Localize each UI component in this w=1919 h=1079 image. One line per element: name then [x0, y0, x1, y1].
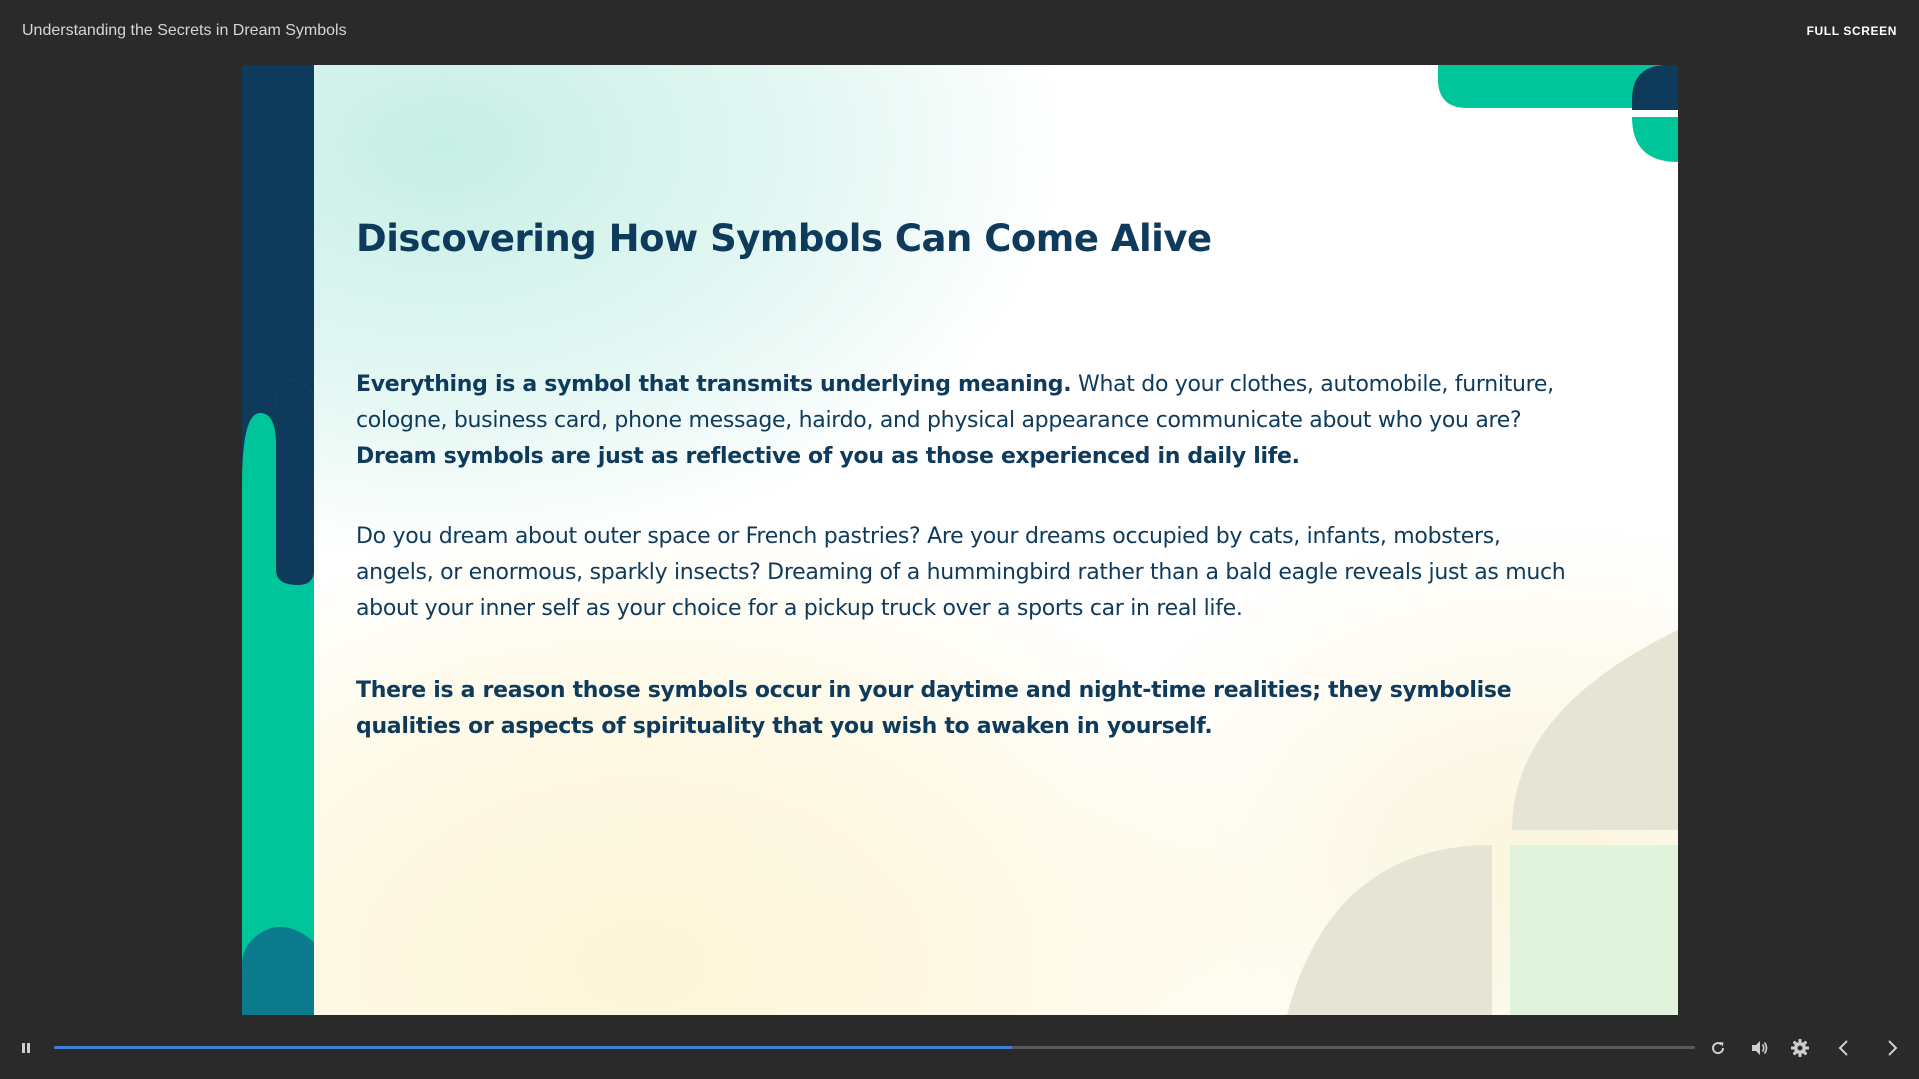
top-bar — [0, 0, 1919, 65]
progress-fill — [54, 1046, 1012, 1049]
paragraph-1 — [356, 367, 1576, 475]
pause-button[interactable] — [14, 1036, 38, 1060]
replay-icon — [1709, 1039, 1727, 1057]
full-screen-button[interactable]: FULL SCREEN — [1806, 24, 1897, 38]
volume-icon — [1750, 1039, 1770, 1057]
settings-icon — [1790, 1038, 1810, 1058]
navy-lower-fill — [276, 380, 314, 585]
paragraph-2: Do you dream about outer space or French pastries? Are your dreams occupied by cats, infants, mobsters, angels, or enormous, sparkly insects? Dreaming of a hummingbird rather than a bald eagle reveals just as much about your inner self as your choice for a pickup truck over a sports car in real life. — [356, 524, 1566, 621]
paragraph-3: There is a reason those symbols occur in your daytime and night-time realities; they symbolise qualities or aspects of spirituality that you wish to awaken in yourself. — [356, 678, 1512, 739]
replay-button[interactable] — [1706, 1036, 1730, 1060]
teal-inner — [242, 413, 276, 1015]
previous-button[interactable] — [1832, 1036, 1856, 1060]
br-mint-square — [1510, 845, 1678, 1015]
pause-icon — [19, 1041, 33, 1055]
progress-bar[interactable] — [54, 1046, 1695, 1049]
slide-title: Discovering How Symbols Can Come Alive — [356, 217, 1212, 260]
p1-bold-lead: Everything is a symbol that transmits underlying meaning. — [356, 372, 1072, 397]
top-right-teal-quarter — [1632, 117, 1678, 162]
chevron-left-icon — [1836, 1039, 1852, 1057]
p1-body: What do your clothes, automobile, furniture, cologne, business card, phone message, hairdo, and physical appearance communicate about who you are? — [356, 372, 1554, 433]
settings-button[interactable] — [1788, 1036, 1812, 1060]
volume-button[interactable] — [1748, 1036, 1772, 1060]
p1-bold-tail: Dream symbols are just as reflective of you as those experienced in daily life. — [356, 444, 1300, 469]
chevron-right-icon — [1884, 1039, 1900, 1057]
slide-canvas — [242, 65, 1678, 1015]
br-beige-lower — [1287, 845, 1492, 1015]
next-button[interactable] — [1880, 1036, 1904, 1060]
bottom-left-quarter — [242, 927, 314, 1015]
course-title: Understanding the Secrets in Dream Symbols — [22, 22, 347, 39]
